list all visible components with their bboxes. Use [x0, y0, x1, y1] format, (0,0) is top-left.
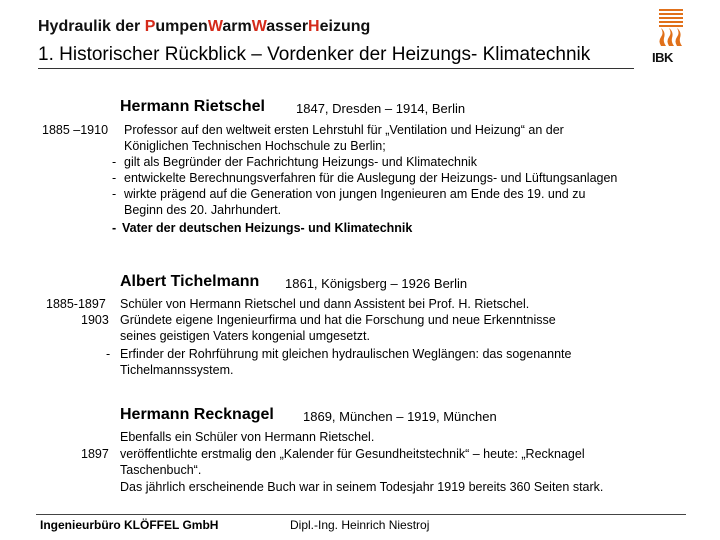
line-text: veröffentlichte erstmalig den „Kalender für Gesundheitstechnik“ – heute: „Recknagel: [120, 447, 585, 461]
line-text-emphasis: Vater der deutschen Heizungs- und Klimatechnik: [122, 221, 413, 235]
line-label: 1903: [81, 313, 109, 327]
slide-title: 1. Historischer Rückblick – Vordenker der Heizungs- Klimatechnik: [38, 44, 591, 65]
line-text: gilt als Begründer der Fachrichtung Heizungs- und Klimatechnik: [124, 155, 477, 169]
logo-bar: [659, 25, 683, 27]
line-text: Schüler von Hermann Rietschel und dann Assistent bei Prof. H. Rietschel.: [120, 297, 530, 311]
logo-bar: [659, 13, 683, 15]
brand-title: [38, 18, 370, 36]
line-label: 1897: [81, 447, 109, 461]
bullet-dash: -: [106, 347, 111, 361]
ibk-logo-text: IBK: [652, 50, 673, 65]
bullet-dash: -: [112, 221, 117, 235]
line-label: 1885-1897: [46, 297, 106, 311]
logo-flame: [668, 28, 675, 46]
brand-text: umpen: [155, 18, 208, 35]
line-text: Das jährlich erscheinende Buch war in seinem Todesjahr 1919 bereits 360 Seiten stark.: [120, 480, 604, 494]
logo-bar: [659, 9, 683, 11]
person-dates: 1847, Dresden – 1914, Berlin: [296, 101, 466, 116]
line-text: entwickelte Berechnungsverfahren für die Auslegung der Heizungs- und Lüftungsanlagen: [124, 171, 618, 185]
logo-bar: [659, 17, 683, 19]
bullet-dash: -: [112, 155, 117, 169]
brand-accent-letter: W: [207, 18, 223, 35]
person-name: Albert Tichelmann: [120, 273, 260, 290]
bullet-dash: -: [112, 187, 117, 201]
footer-company: Ingenieurbüro KLÖFFEL GmbH: [40, 518, 219, 532]
header-divider: [38, 68, 634, 69]
person-dates: 1869, München – 1919, München: [303, 409, 497, 424]
footer-author: Dipl.-Ing. Heinrich Niestroj: [290, 518, 430, 532]
person-name: Hermann Recknagel: [120, 406, 274, 423]
brand-accent-letter: P: [144, 18, 156, 35]
brand-text: eizung: [319, 18, 371, 35]
line-text: Gründete eigene Ingenieurfirma und hat die Forschung und neue Erkenntnisse: [120, 313, 556, 327]
line-text: Ebenfalls ein Schüler von Hermann Rietschel.: [120, 430, 375, 444]
line-text: Erfinder der Rohrführung mit gleichen hydraulischen Weglängen: das sogenannte: [120, 347, 572, 361]
line-text: Beginn des 20. Jahrhundert.: [124, 203, 282, 217]
logo-flame: [676, 28, 683, 46]
brand-accent-letter: H: [308, 18, 320, 35]
brand-text: Hydraulik der: [38, 18, 145, 35]
person-name: Hermann Rietschel: [120, 98, 265, 115]
line-text: seines geistigen Vaters kongenial umgesetzt.: [120, 329, 370, 343]
line-text: Tichelmannssystem.: [120, 363, 234, 377]
logo-flame: [660, 28, 667, 46]
line-text: Professor auf den weltweit ersten Lehrstuhl für „Ventilation und Heizung“ an der: [124, 123, 564, 137]
logo-bar: [659, 21, 683, 23]
brand-text: arm: [222, 18, 252, 35]
line-text: wirkte prägend auf die Generation von jungen Ingenieuren am Ende des 19. und zu: [124, 187, 586, 201]
footer-divider: [36, 514, 686, 515]
brand-accent-letter: W: [251, 18, 267, 35]
line-label: 1885 –1910: [42, 123, 109, 137]
line-text: Taschenbuch“.: [120, 463, 202, 477]
person-dates: 1861, Königsberg – 1926 Berlin: [285, 276, 468, 291]
line-text: Königlichen Technischen Hochschule zu Berlin;: [124, 139, 386, 153]
brand-text: asser: [266, 18, 309, 35]
bullet-dash: -: [112, 171, 117, 185]
